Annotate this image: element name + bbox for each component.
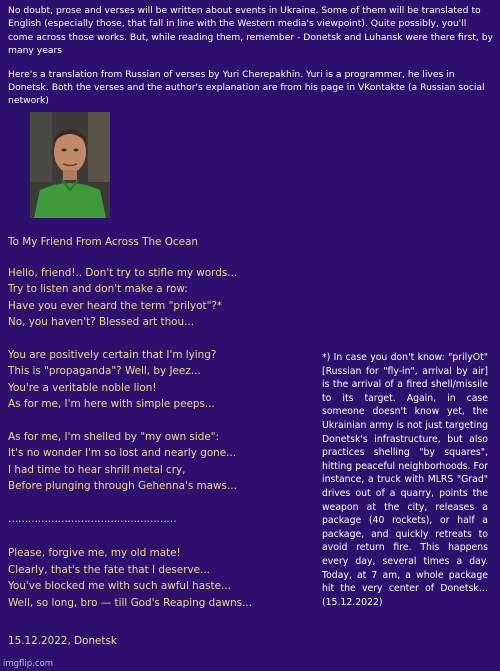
poem-stanza-2 xyxy=(8,347,308,413)
author-portrait-image xyxy=(30,112,110,218)
poem-line: Try to listen and don't make a row: xyxy=(8,283,188,295)
poem-line: As for me, I'm shelled by "my own side": xyxy=(8,430,220,443)
poem-line: Clearly, that's the fate that I deserve... xyxy=(8,563,210,576)
author-footnote: *) In case you don't know: "prilyOt" [Russian for "fly-in", arrival by air] is the arrival of a fired shell/missile to its target. Again, in case someone doesn't know yet, the Ukrainian army is not just targeting Donetsk's infrastructure, but also practices shelling "by squares", hitting peaceful neighborhoods. For instance, a truck with MLRS "Grad" drives out of a quarry, points the weapon at the city, releases a package (40 rockets), or half a package, and quickly retreats to avoid return fire. This happens every day, several times a day. Today, at 7 am, a whole package hit the very center of Donetsk… (15.12.2022) xyxy=(322,352,488,608)
intro-paragraph-2: Here's a translation from Russian of verses by Yuri Cherepakhin. Yuri is a programmer, he lives in Donetsk. Both the verses and the author's explanation are from his page in VKontakte (a Russian social network) xyxy=(8,68,485,107)
poem-line: Please, forgive me, my old mate! xyxy=(8,547,181,559)
poem-stanza-1 xyxy=(8,265,308,331)
author-photo xyxy=(30,112,110,218)
poem-line: You're a veritable noble lion! xyxy=(8,381,157,394)
poem-line: I had time to hear shrill metal cry, xyxy=(8,463,186,476)
poem-line: It's no wonder I'm so lost and nearly gone... xyxy=(8,447,237,459)
poem-line: As for me, I'm here with simple peeps... xyxy=(8,398,215,410)
poem-line: Well, so long, bro — till God's Reaping dawns... xyxy=(8,596,252,609)
poem-line: No, you haven't? Blessed art thou... xyxy=(8,316,195,328)
poem-stanza-4 xyxy=(8,545,308,611)
poem-line: Before plunging through Gehenna's maws... xyxy=(8,480,237,492)
poem xyxy=(8,234,308,650)
intro-text xyxy=(8,4,494,118)
poem-line: Hello, friend!.. Don't try to stifle my words... xyxy=(8,266,238,279)
poem-line: You've blocked me with such awful haste... xyxy=(8,580,231,592)
poem-line: This is "propaganda"? Well, by Jeez... xyxy=(8,365,201,377)
poem-signature: 15.12.2022, Donetsk xyxy=(8,635,117,647)
poem-line: You are positively certain that I'm lying? xyxy=(8,348,217,361)
poem-line: Have you ever heard the term "prilyot"?* xyxy=(8,299,223,312)
intro-paragraph-1: No doubt, prose and verses will be written about events in Ukraine. Some of them will be translated to English (especially those, that fall in line with the Western media's viewpoint). Quite possibly, you'll come across those works. But, while reading them, remember - Donetsk and Luhansk were there first, by many years xyxy=(8,5,493,57)
poem-stanza-3 xyxy=(8,429,308,495)
poem-separator: …………………………………………… xyxy=(8,512,177,525)
poem-title: To My Friend From Across The Ocean xyxy=(8,236,198,248)
watermark: imgflip.com xyxy=(3,659,54,669)
